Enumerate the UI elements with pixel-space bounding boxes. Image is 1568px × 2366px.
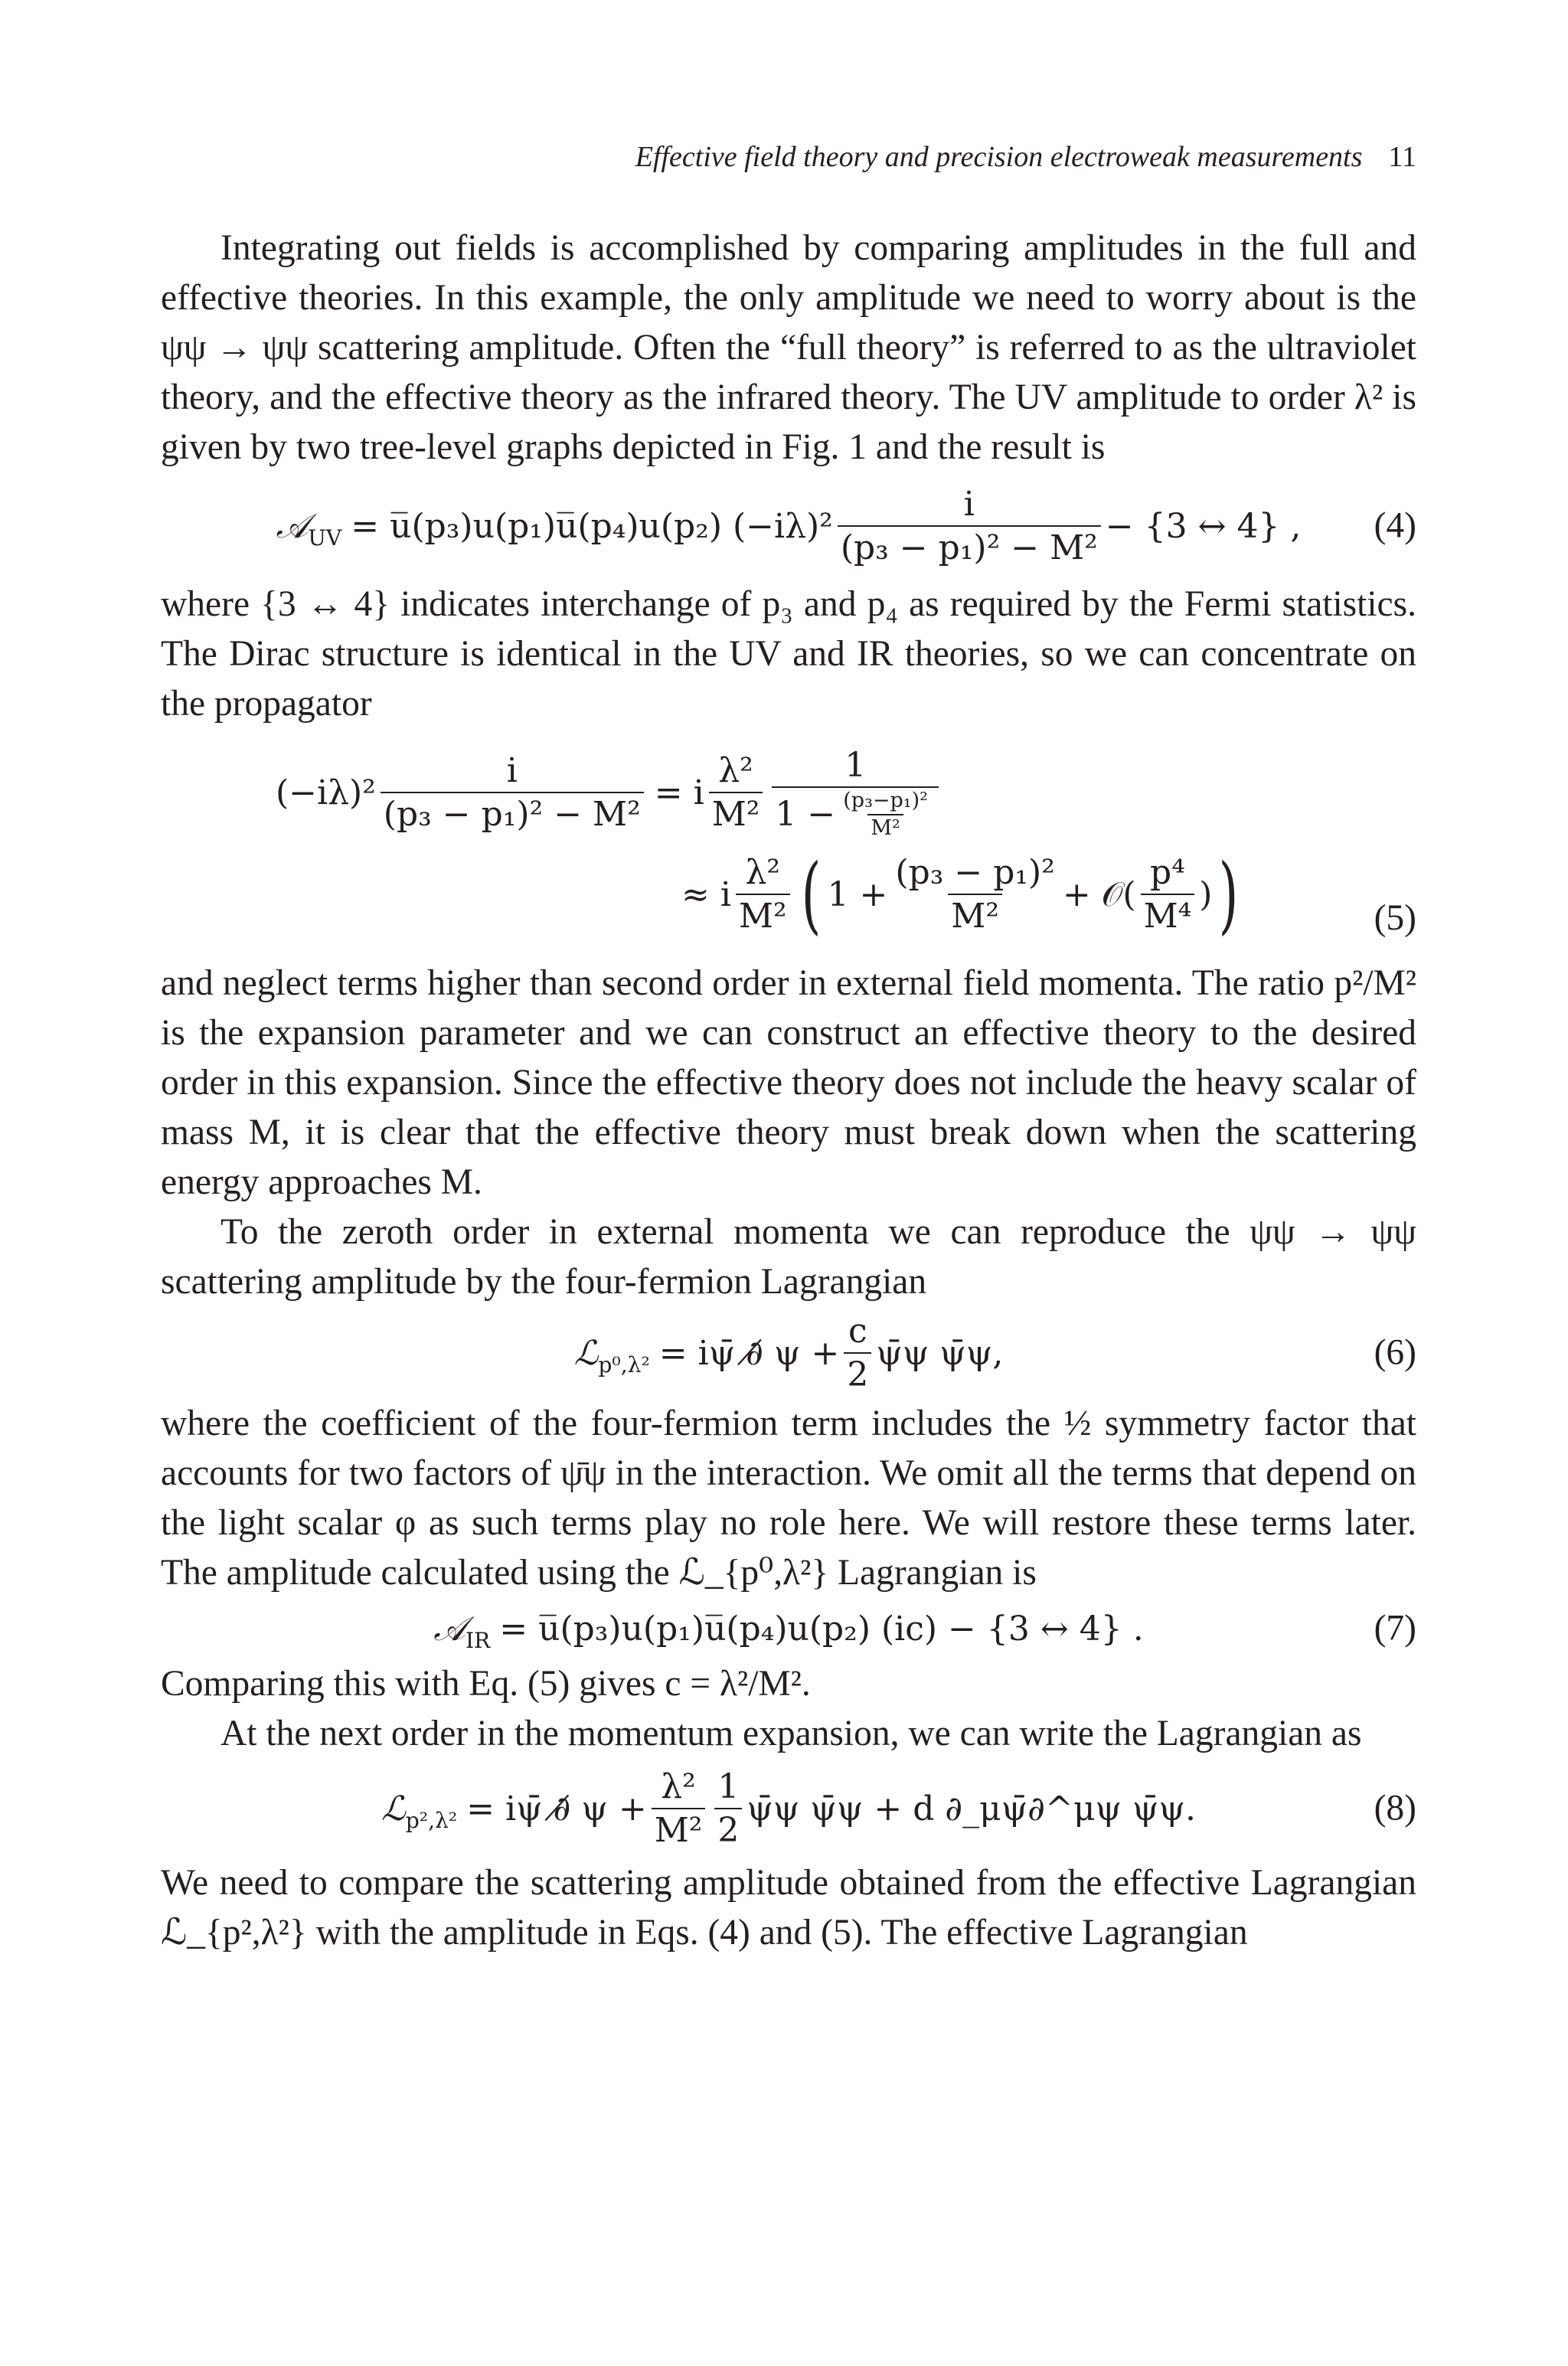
equation-lhs: ℒ$_{p^2,\lambda^2}$	[381, 1789, 458, 1833]
equation-number: (5)	[1374, 898, 1416, 938]
equation-row: (−iλ)² $\frac{i}{\text{(p₃ − p₁)² − M²}}$ = i $\frac{\text{λ²}}{\text{M²}}$ 1 1 − $\frac{\text{(p₃−p₁)²}}{\text{M²}}$	[276, 744, 943, 841]
equation-lhs: 𝒜$_{IR}$	[433, 1609, 491, 1653]
equation-8	[161, 1759, 1416, 1858]
equation-text: ψ̄ψ ψ̄ψ,	[876, 1333, 1004, 1373]
running-header	[635, 140, 1416, 174]
equation-text: = iψ̄ ∂̸ ψ +	[466, 1789, 647, 1828]
paragraph: We need to compare the scattering amplitude obtained from the effective Lagrangian ℒ_{p²,λ²} with the amplitude in Eqs. (4) and (5). The effective Lagrangian	[161, 1863, 1416, 1953]
paragraph: To the zeroth order in external momenta we can reproduce the ψψ → ψψ scattering amplitude by the four-fermion Lagrangian	[161, 1212, 1416, 1302]
paragraph: where {3 ↔ 4} indicates interchange of p₃ and p₄ as required by the Fermi statistics. The Dirac structure is identical in the UV and IR theories, so we can concentrate on the propagator	[161, 584, 1416, 724]
paragraph: and neglect terms higher than second order in external field momenta. The ratio p²/M² is the expansion parameter and we can construct an effective theory to the desired order in this expansion. Since the effective theory does not include the heavy scalar of mass M, it is clear that the effective theory must break down when the scattering energy approaches M.	[161, 963, 1416, 1202]
paragraph: Integrating out fields is accomplished by comparing amplitudes in the full and effective theories. In this example, the only amplitude we need to worry about is the ψψ → ψψ scattering amplitude. Often the “full theory” is referred to as the ultraviolet theory, and the effective theory as the infrared theory. The UV amplitude to order λ² is given by two tree-level graphs depicted in Fig. 1 and the result is	[161, 228, 1416, 467]
fraction: $\frac{i}{\text{(p₃ − p₁)² − M²}}$	[381, 750, 644, 835]
running-title: Effective field theory and precision electroweak measurements	[635, 141, 1363, 173]
equation-6	[161, 1307, 1416, 1399]
equation-4	[161, 472, 1416, 580]
equation-text: ψ̄ψ ψ̄ψ + d ∂_μψ̄∂^μψ ψ̄ψ.	[746, 1789, 1196, 1828]
equation-text: − {3 ↔ 4} ,	[1105, 506, 1302, 546]
equation-number: (4)	[1374, 505, 1416, 546]
fraction: $\frac{1}{2}$	[714, 1766, 742, 1851]
fraction: $\frac{\text{(p₃−p₁)²}}{\text{M²}}$	[843, 789, 928, 840]
equation-text: = u̅(p₃)u(p₁)u̅(p₄)u(p₂) (−iλ)²	[351, 506, 833, 546]
equation-number: (8)	[1374, 1788, 1416, 1828]
fraction: $\frac{\text{λ²}}{\text{M²}}$	[736, 851, 790, 937]
paragraph: Comparing this with Eq. (5) gives c = λ²/M².	[161, 1664, 811, 1704]
equation-text: = u̅(p₃)u(p₁)u̅(p₄)u(p₂) (ic) − {3 ↔ 4} .	[499, 1609, 1144, 1649]
equation-number: (6)	[1374, 1332, 1416, 1373]
equation-number: (7)	[1374, 1608, 1416, 1649]
fraction: 1 1 − $\frac{\text{(p₃−p₁)²}}{\text{M²}}$	[772, 744, 939, 841]
equation-5	[161, 744, 1416, 959]
equation-lhs: ℒ$_{p^0,\lambda^2}$	[573, 1333, 650, 1377]
fraction: $\frac{\text{λ²}}{\text{M²}}$	[652, 1766, 706, 1851]
equation-7	[161, 1598, 1416, 1659]
paragraph: where the coefficient of the four-fermion term includes the ½ symmetry factor that accounts for two factors of ψ̄ψ in the interaction. We omit all the terms that depend on the light scalar φ as such terms play no role here. We will restore these terms later. The amplitude calculated using the ℒ_{p⁰,λ²} Lagrangian is	[161, 1404, 1416, 1593]
fraction: $\frac{\text{(p₃ − p₁)²}}{\text{M²}}$	[895, 853, 1055, 936]
body-text	[161, 224, 1416, 1958]
equation-row: ≈ i $\frac{\text{λ²}}{\text{M²}}$ ( 1 + $\frac{\text{(p₃ − p₁)²}}{\text{M²}}$ + 𝒪( $\frac{\text{p⁴}}{\text{M⁴}}$ ) )	[681, 845, 1239, 943]
equation-lhs: 𝒜$_{UV}$	[276, 506, 342, 551]
fraction: $\frac{\text{λ²}}{\text{M²}}$	[709, 750, 763, 835]
fraction: $\frac{i}{\text{(p₃ − p₁)² − M²}}$	[838, 483, 1101, 569]
fraction: $\frac{\text{p⁴}}{\text{M⁴}}$	[1141, 851, 1195, 937]
fraction: $\frac{c}{2}$	[844, 1310, 871, 1396]
paragraph: At the next order in the momentum expansion, we can write the Lagrangian as	[220, 1714, 1362, 1753]
page-number: 11	[1388, 141, 1416, 173]
equation-text: = iψ̄ ∂̸ ψ +	[658, 1333, 840, 1373]
